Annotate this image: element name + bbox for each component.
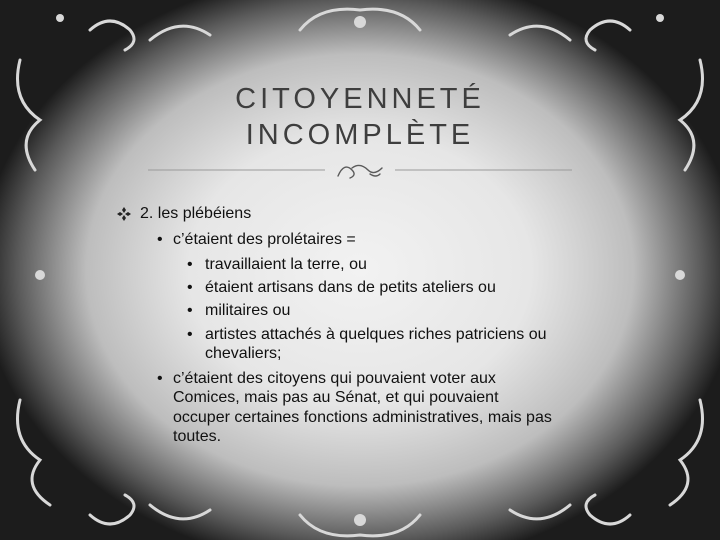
bullet-dot-icon: • bbox=[187, 256, 193, 273]
slide-title-line1: CITOYENNETÉ bbox=[235, 83, 485, 115]
level1-item: 2. les plébéiens bbox=[140, 205, 252, 222]
bullet-dot-icon: • bbox=[157, 370, 163, 387]
bullet-dot-icon: • bbox=[157, 231, 163, 248]
bullet-dot-icon: • bbox=[187, 302, 193, 319]
bullet-dot-icon: • bbox=[187, 326, 193, 343]
level3-item-4-line1: artistes attachés à quelques riches patriciens ou bbox=[205, 326, 547, 343]
level2-item-1: c’étaient des prolétaires = bbox=[173, 231, 356, 248]
level3-item-2: étaient artisans dans de petits ateliers ou bbox=[205, 279, 496, 296]
bullet-dot-icon: • bbox=[187, 279, 193, 296]
slide-title-line2: INCOMPLÈTE bbox=[245, 119, 475, 151]
level2-item-2-line2: Comices, mais pas au Sénat, et qui pouvaient bbox=[173, 389, 499, 406]
level2-item-2-line1: c’étaient des citoyens qui pouvaient voter aux bbox=[173, 370, 496, 387]
level3-item-1: travaillaient la terre, ou bbox=[205, 256, 367, 273]
diamond-bullet-icon bbox=[117, 207, 131, 221]
level3-item-4-line2: chevaliers; bbox=[205, 345, 282, 362]
level2-item-2-line4: toutes. bbox=[173, 428, 222, 445]
level2-item-2-line3: occuper certaines fonctions administratives, mais pas bbox=[173, 409, 552, 426]
level3-item-3: militaires ou bbox=[205, 302, 291, 319]
